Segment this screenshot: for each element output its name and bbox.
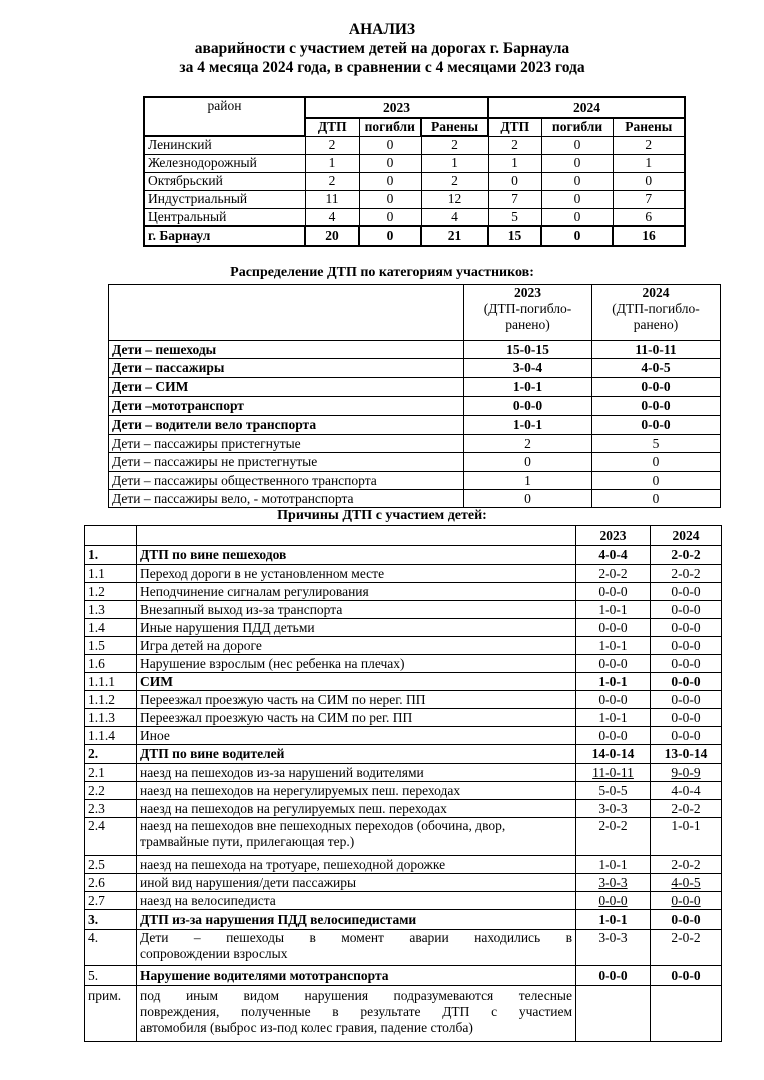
- cell: 0: [613, 172, 685, 190]
- cell: 0-0-0: [576, 892, 651, 910]
- district-table: [143, 96, 686, 247]
- cause-text-line: сопровождении взрослых: [140, 946, 288, 961]
- cause-text: наезд на велосипедиста: [137, 892, 576, 910]
- table-row: [144, 154, 685, 172]
- cell: 14-0-14: [576, 745, 651, 764]
- col-header: Ранены: [613, 118, 685, 136]
- cell: 1: [613, 154, 685, 172]
- row-number: 1.1: [85, 565, 137, 583]
- header-district: район: [144, 97, 305, 136]
- cause-text: Нарушение взрослым (нес ребенка на плечах): [137, 655, 576, 673]
- cell: 1: [305, 154, 359, 172]
- cell: 4-0-5: [651, 874, 722, 892]
- cell: 11-0-11: [592, 341, 721, 359]
- cell: 7: [613, 190, 685, 208]
- cell: 0-0-0: [651, 727, 722, 745]
- cell: 0-0-0: [576, 655, 651, 673]
- table-row: [85, 966, 722, 986]
- row-number: 2.5: [85, 856, 137, 874]
- cause-text-line: трамвайные пути, прилегающая тер.): [140, 834, 355, 849]
- cause-text: Переход дороги в не установленном месте: [137, 565, 576, 583]
- cell: 2: [305, 172, 359, 190]
- col-header: Ранены: [421, 118, 488, 136]
- table-row: [109, 397, 721, 416]
- row-number: 1.2: [85, 583, 137, 601]
- cell: 1: [464, 472, 592, 490]
- col-header: ДТП: [305, 118, 359, 136]
- cell: 11: [305, 190, 359, 208]
- cell: 5: [592, 435, 721, 453]
- cell: 3-0-3: [576, 874, 651, 892]
- note-row: [85, 986, 722, 1042]
- cell: 2-0-2: [651, 546, 722, 565]
- cell: 0-0-0: [651, 892, 722, 910]
- row-number: 1.3: [85, 601, 137, 619]
- cell: 2-0-2: [576, 565, 651, 583]
- cell: 3-0-4: [464, 359, 592, 378]
- cell: 2: [421, 172, 488, 190]
- cell: 4-0-5: [592, 359, 721, 378]
- category-name: Дети – пассажиры: [109, 359, 464, 378]
- cell: 0: [359, 226, 421, 246]
- col-header: ДТП: [488, 118, 541, 136]
- cell: 0: [592, 490, 721, 508]
- cell: 2-0-2: [651, 800, 722, 818]
- cell: 6: [613, 208, 685, 226]
- cell: 0-0-0: [592, 416, 721, 435]
- table-row: [85, 856, 722, 874]
- row-number: прим.: [85, 986, 137, 1042]
- cell: 1-0-1: [576, 709, 651, 727]
- cause-text: Игра детей на дороге: [137, 637, 576, 655]
- cell: 0-0-0: [592, 397, 721, 416]
- cause-text: Нарушение водителями мототранспорта: [137, 966, 576, 986]
- cell: 0: [541, 172, 613, 190]
- cell: 16: [613, 226, 685, 246]
- cell: 20: [305, 226, 359, 246]
- header-sub-2: ранено): [633, 317, 679, 332]
- district-name: г. Барнаул: [144, 226, 305, 246]
- table-row: [85, 764, 722, 782]
- col-header: погибли: [541, 118, 613, 136]
- cell: 0: [359, 154, 421, 172]
- cause-text: наезд на пешеходов на нерегулируемых пеш. переходах: [137, 782, 576, 800]
- cell: 0-0-0: [576, 966, 651, 986]
- district-name: Октябрьский: [144, 172, 305, 190]
- cell: 11-0-11: [576, 764, 651, 782]
- row-number: 2.7: [85, 892, 137, 910]
- table-row: [85, 818, 722, 856]
- cause-text: [137, 930, 576, 966]
- table-row: [109, 341, 721, 359]
- cause-text: ДТП по вине водителей: [137, 745, 576, 764]
- cell: 0-0-0: [592, 378, 721, 397]
- cell: 2-0-2: [651, 930, 722, 966]
- empty-header: [137, 526, 576, 546]
- cell: 1: [421, 154, 488, 172]
- cell: 0: [359, 190, 421, 208]
- note-text-line: повреждения, полученные в результате ДТП с участием: [140, 1004, 572, 1019]
- category-name: Дети – пассажиры пристегнутые: [109, 435, 464, 453]
- cell: 1-0-1: [576, 910, 651, 930]
- cause-text-line: Дети – пешеходы в момент аварии находились в: [140, 930, 572, 945]
- table-row: [85, 691, 722, 709]
- row-number: 1.: [85, 546, 137, 565]
- cell: 4-0-4: [576, 546, 651, 565]
- empty-header: [85, 526, 137, 546]
- cell: 0-0-0: [651, 655, 722, 673]
- cell: 15-0-15: [464, 341, 592, 359]
- row-number: 1.1.1: [85, 673, 137, 691]
- cell: 4-0-4: [651, 782, 722, 800]
- header-2023: 2023: [576, 526, 651, 546]
- cell: 1: [488, 154, 541, 172]
- cause-text: [137, 818, 576, 856]
- cause-text: наезд на пешеходов из-за нарушений водителями: [137, 764, 576, 782]
- category-name: Дети – СИМ: [109, 378, 464, 397]
- cause-text: Переезжал проезжую часть на СИМ по рег. ПП: [137, 709, 576, 727]
- cell: 0: [592, 472, 721, 490]
- cell: 0-0-0: [576, 691, 651, 709]
- table-row: [85, 930, 722, 966]
- doc-title: АНАЛИЗ: [348, 21, 416, 38]
- cause-text: наезд на пешехода на тротуаре, пешеходной дорожке: [137, 856, 576, 874]
- header-2024: 2024: [651, 526, 722, 546]
- header-2023: [464, 285, 592, 341]
- cell: 1-0-1: [464, 378, 592, 397]
- row-number: 1.1.3: [85, 709, 137, 727]
- category-name: Дети – пассажиры общественного транспорта: [109, 472, 464, 490]
- table-row: [85, 709, 722, 727]
- cell: 0: [464, 453, 592, 472]
- header-year-2024: 2024: [488, 97, 685, 118]
- cause-text: ДТП из-за нарушения ПДД велосипедистами: [137, 910, 576, 930]
- cell: [651, 986, 722, 1042]
- cell: 0: [541, 190, 613, 208]
- cell: 0-0-0: [651, 691, 722, 709]
- header-sub-1: (ДТП-погибло-: [483, 301, 572, 316]
- cell: 0-0-0: [651, 637, 722, 655]
- cell: 0-0-0: [651, 673, 722, 691]
- cause-text: Иное: [137, 727, 576, 745]
- cell: 2-0-2: [651, 565, 722, 583]
- cell: 1-0-1: [576, 601, 651, 619]
- table-row: [144, 172, 685, 190]
- table-row: [85, 601, 722, 619]
- cell: 0-0-0: [651, 583, 722, 601]
- row-number: 4.: [85, 930, 137, 966]
- cell: 3-0-3: [576, 930, 651, 966]
- table-row: [85, 673, 722, 691]
- table-row: [109, 378, 721, 397]
- table-row: [85, 892, 722, 910]
- cell: 4: [421, 208, 488, 226]
- categories-title: Распределение ДТП по категориям участников:: [230, 265, 534, 280]
- note-text: [137, 986, 576, 1042]
- cause-text: Иные нарушения ПДД детьми: [137, 619, 576, 637]
- causes-title: Причины ДТП с участием детей:: [277, 508, 487, 523]
- cell: 0: [541, 208, 613, 226]
- cause-text: Внезапный выход из-за транспорта: [137, 601, 576, 619]
- cell: 1-0-1: [576, 856, 651, 874]
- doc-subtitle-1: аварийности с участием детей на дорогах г. Барнаула: [194, 40, 570, 57]
- table-row: [85, 583, 722, 601]
- cell: 0: [541, 154, 613, 172]
- cell: 0-0-0: [651, 709, 722, 727]
- cell: 0: [359, 136, 421, 154]
- district-name: Ленинский: [144, 136, 305, 154]
- row-number: 2.4: [85, 818, 137, 856]
- cell: [576, 986, 651, 1042]
- category-name: Дети – водители вело транспорта: [109, 416, 464, 435]
- cell: 0-0-0: [576, 727, 651, 745]
- cause-text-line: наезд на пешеходов вне пешеходных переходов (обочина, двор,: [140, 818, 506, 833]
- header-2024: [592, 285, 721, 341]
- cell: 0-0-0: [651, 910, 722, 930]
- cell: 21: [421, 226, 488, 246]
- total-row: [144, 226, 685, 246]
- district-name: Центральный: [144, 208, 305, 226]
- cell: 7: [488, 190, 541, 208]
- cell: 0: [359, 172, 421, 190]
- cell: 0-0-0: [651, 619, 722, 637]
- cell: 2: [464, 435, 592, 453]
- row-number: 2.1: [85, 764, 137, 782]
- cause-text: наезд на пешеходов на регулируемых пеш. переходах: [137, 800, 576, 818]
- table-row: [85, 546, 722, 565]
- cell: 1-0-1: [576, 637, 651, 655]
- cell: 2: [421, 136, 488, 154]
- cell: 2-0-2: [651, 856, 722, 874]
- cell: 0: [488, 172, 541, 190]
- cell: 13-0-14: [651, 745, 722, 764]
- row-number: 1.5: [85, 637, 137, 655]
- col-header: погибли: [359, 118, 421, 136]
- table-row: [144, 208, 685, 226]
- cause-text: Неподчинение сигналам регулирования: [137, 583, 576, 601]
- cell: 0-0-0: [576, 583, 651, 601]
- cell: 5-0-5: [576, 782, 651, 800]
- causes-table: [84, 525, 722, 1042]
- table-row: [85, 565, 722, 583]
- cell: 1-0-1: [464, 416, 592, 435]
- row-number: 2.3: [85, 800, 137, 818]
- cause-text: ДТП по вине пешеходов: [137, 546, 576, 565]
- note-text-line: автомобиля (выброс из-под колес гравия, падение столба): [140, 1020, 473, 1035]
- doc-subtitle-2: за 4 месяца 2024 года, в сравнении с 4 месяцами 2023 года: [179, 59, 585, 76]
- cause-text: СИМ: [137, 673, 576, 691]
- table-row: [85, 910, 722, 930]
- table-row: [85, 782, 722, 800]
- row-number: 1.6: [85, 655, 137, 673]
- cell: 0-0-0: [651, 601, 722, 619]
- note-text-line: под иным видом нарушения подразумеваются телесные: [140, 988, 572, 1003]
- cell: 0: [359, 208, 421, 226]
- cause-text: Переезжал проезжую часть на СИМ по нерег. ПП: [137, 691, 576, 709]
- cell: 0: [592, 453, 721, 472]
- category-name: Дети – пассажиры не пристегнутые: [109, 453, 464, 472]
- cell: 2: [305, 136, 359, 154]
- row-number: 1.1.4: [85, 727, 137, 745]
- cell: 0-0-0: [651, 966, 722, 986]
- cell: 0: [541, 226, 613, 246]
- table-row: [85, 655, 722, 673]
- cell: 3-0-3: [576, 800, 651, 818]
- header-year-2023: 2023: [305, 97, 488, 118]
- row-number: 2.2: [85, 782, 137, 800]
- cause-text: иной вид нарушения/дети пассажиры: [137, 874, 576, 892]
- cell: 2: [613, 136, 685, 154]
- cell: 0: [464, 490, 592, 508]
- cell: 0-0-0: [464, 397, 592, 416]
- table-row: [85, 745, 722, 764]
- category-name: Дети – пешеходы: [109, 341, 464, 359]
- row-number: 3.: [85, 910, 137, 930]
- table-row: [109, 435, 721, 453]
- cell: 15: [488, 226, 541, 246]
- cell: 0-0-0: [576, 619, 651, 637]
- row-number: 1.4: [85, 619, 137, 637]
- year-label: 2024: [642, 285, 670, 300]
- cell: 1-0-1: [576, 673, 651, 691]
- category-name: Дети – пассажиры вело, - мототранспорта: [109, 490, 464, 508]
- year-label: 2023: [514, 285, 541, 300]
- empty-header: [109, 285, 464, 341]
- district-name: Индустриальный: [144, 190, 305, 208]
- table-row: [85, 874, 722, 892]
- table-row: [85, 619, 722, 637]
- district-name: Железнодорожный: [144, 154, 305, 172]
- cell: 2-0-2: [576, 818, 651, 856]
- cell: 1-0-1: [651, 818, 722, 856]
- row-number: 5.: [85, 966, 137, 986]
- cell: 0: [541, 136, 613, 154]
- table-row: [109, 453, 721, 472]
- category-name: Дети –мототранспорт: [109, 397, 464, 416]
- row-number: 2.6: [85, 874, 137, 892]
- table-row: [109, 416, 721, 435]
- row-number: 2.: [85, 745, 137, 764]
- cell: 2: [488, 136, 541, 154]
- table-row: [109, 490, 721, 508]
- table-row: [85, 727, 722, 745]
- row-number: 1.1.2: [85, 691, 137, 709]
- cell: 12: [421, 190, 488, 208]
- header-sub-2: ранено): [505, 317, 550, 332]
- cell: 9-0-9: [651, 764, 722, 782]
- cell: 5: [488, 208, 541, 226]
- table-row: [109, 359, 721, 378]
- cell: 4: [305, 208, 359, 226]
- header-sub-1: (ДТП-погибло-: [612, 301, 700, 316]
- categories-table: [108, 284, 721, 508]
- table-row: [144, 136, 685, 154]
- table-row: [144, 190, 685, 208]
- table-row: [85, 800, 722, 818]
- table-row: [85, 637, 722, 655]
- table-row: [109, 472, 721, 490]
